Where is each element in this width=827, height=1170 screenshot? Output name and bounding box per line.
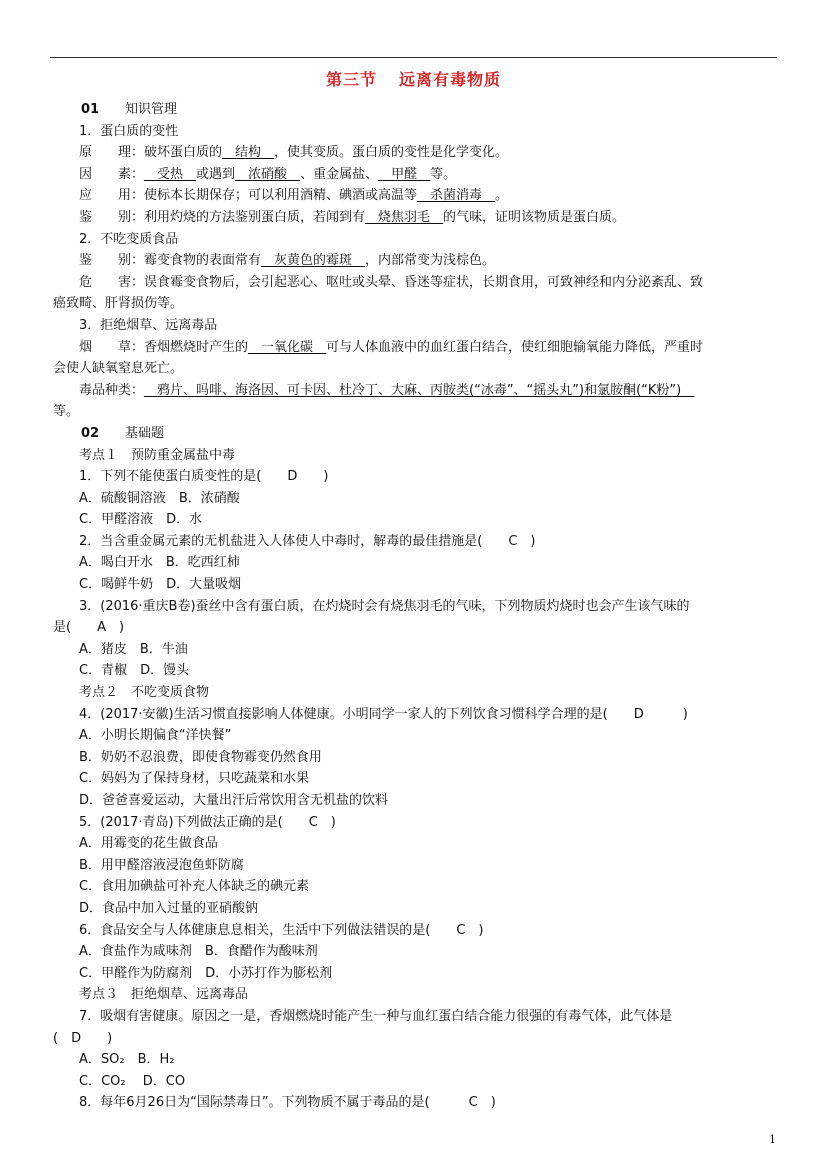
question-option: B．用甲醛溶液浸泡鱼虾防腐 bbox=[79, 857, 244, 873]
question-option: C．CO₂ D．CO bbox=[79, 1073, 186, 1089]
section-heading: 01 知识管理 bbox=[81, 102, 178, 117]
question-option: D．食品中加入过量的亚硝酸钠 bbox=[79, 900, 259, 916]
knowledge-line: 烟 草：香烟燃烧时产生的__一氧化碳__可与人体血液中的血红蛋白结合，使红细胞输氧能力降低，严重时 bbox=[79, 339, 704, 355]
topic-heading: 考点３ 拒绝烟草、远离毒品 bbox=[79, 987, 249, 1003]
question-option: A．猪皮 B．牛油 bbox=[79, 641, 188, 657]
question-stem: 2．当含重金属元素的无机盐进入人体使人中毒时，解毒的最佳措施是( C ) bbox=[79, 533, 536, 549]
question-option: A．喝白开水 B．吃西红柿 bbox=[79, 555, 240, 571]
knowledge-line: 等。 bbox=[53, 404, 80, 420]
question-option: C．食用加碘盐可补充人体缺乏的碘元素 bbox=[79, 879, 310, 895]
question-option: C．妈妈为了保持身材，只吃蔬菜和水果 bbox=[79, 771, 310, 787]
title-section: 第三节 bbox=[325, 70, 377, 89]
question-stem: 是( A ) bbox=[53, 620, 125, 636]
topic-heading: 考点１ 预防重金属盐中毒 bbox=[79, 447, 236, 463]
question-stem: 1．下列不能使蛋白质变性的是( D ) bbox=[79, 469, 329, 485]
question-option: D．爸爸喜爱运动，大量出汗后常饮用含无机盐的饮料 bbox=[79, 793, 389, 808]
question-option: A．小明长期偏食“洋快餐” bbox=[79, 728, 232, 744]
page-title bbox=[0, 67, 827, 90]
knowledge-line: 因 素：__受热__或遇到__浓硝酸__、重金属盐、__甲醛__等。 bbox=[79, 166, 457, 182]
knowledge-heading: 2．不吃变质食品 bbox=[79, 231, 179, 247]
section-heading: 02 基础题 bbox=[81, 425, 165, 441]
knowledge-line: 癌致畸、肝肾损伤等。 bbox=[53, 296, 184, 312]
knowledge-line: 毒品种类：__鸦片、吗啡、海洛因、可卡因、杜冷丁、大麻、丙胺类(“冰毒”、“摇头丸”)和氯胺酮(“K粉”)__ bbox=[79, 382, 695, 398]
question-stem: ( D ) bbox=[53, 1030, 113, 1046]
title-topic: 远离有毒物质 bbox=[399, 70, 502, 89]
knowledge-line: 危 害：误食霉变食物后，会引起恶心、呕吐或头晕、昏迷等症状，长期食用，可致神经和内分泌紊乱、致 bbox=[79, 274, 704, 290]
question-stem: 6．食品安全与人体健康息息相关，生活中下列做法错误的是( C ) bbox=[79, 922, 484, 938]
question-option: A．食盐作为咸味剂 B．食醋作为酸味剂 bbox=[79, 944, 318, 960]
question-stem: 3．(2016·重庆B卷)蚕丝中含有蛋白质，在灼烧时会有烧焦羽毛的气味，下列物质灼烧时也会产生该气味的 bbox=[79, 598, 690, 614]
question-option: A．硫酸铜溶液 B．浓硝酸 bbox=[79, 490, 240, 506]
knowledge-line: 原 理：破坏蛋白质的__结构__，使其变质。蛋白质的变性是化学变化。 bbox=[79, 145, 509, 161]
question-stem: 8．每年6月26日为“国际禁毒日”。下列物质不属于毒品的是( C ) bbox=[79, 1095, 496, 1111]
knowledge-line: 鉴 别：霉变食物的表面常有__灰黄色的霉斑__，内部常变为浅棕色。 bbox=[79, 253, 496, 269]
question-option: B．奶奶不忍浪费，即使食物霉变仍然食用 bbox=[79, 749, 322, 765]
question-option: A．用霉变的花生做食品 bbox=[79, 836, 218, 852]
question-stem: 7．吸烟有害健康。原因之一是，香烟燃烧时能产生一种与血红蛋白结合能力很强的有毒气体，此气体是 bbox=[79, 1008, 673, 1024]
knowledge-line: 应 用：使标本长期保存；可以利用酒精、碘酒或高温等__杀菌消毒__。 bbox=[79, 188, 509, 204]
question-option: C．青椒 D．馒头 bbox=[79, 663, 190, 679]
question-option: C．甲醛作为防腐剂 D．小苏打作为膨松剂 bbox=[79, 965, 333, 981]
question-option: C．甲醛溶液 D．水 bbox=[79, 512, 203, 528]
header-rule bbox=[50, 57, 777, 58]
question-stem: 5．(2017·青岛)下列做法正确的是( C ) bbox=[79, 814, 336, 830]
knowledge-line: 鉴 别：利用灼烧的方法鉴别蛋白质，若闻到有__烧焦羽毛__的气味，证明该物质是蛋白质。 bbox=[79, 209, 626, 225]
question-option: C．喝鲜牛奶 D．大量吸烟 bbox=[79, 577, 242, 593]
topic-heading: 考点２ 不吃变质食物 bbox=[79, 685, 210, 701]
knowledge-line: 会使人缺氧窒息死亡。 bbox=[53, 361, 184, 377]
knowledge-heading: 1．蛋白质的变性 bbox=[79, 123, 179, 139]
question-option: A．SO₂ B．H₂ bbox=[79, 1052, 175, 1068]
question-stem: 4．(2017·安徽)生活习惯直接影响人体健康。小明同学一家人的下列饮食习惯科学合理的是( D ) bbox=[79, 706, 688, 722]
page-number: 1 bbox=[769, 1133, 776, 1146]
knowledge-heading: 3．拒绝烟草、远离毒品 bbox=[79, 317, 218, 333]
content-body bbox=[53, 99, 779, 1114]
